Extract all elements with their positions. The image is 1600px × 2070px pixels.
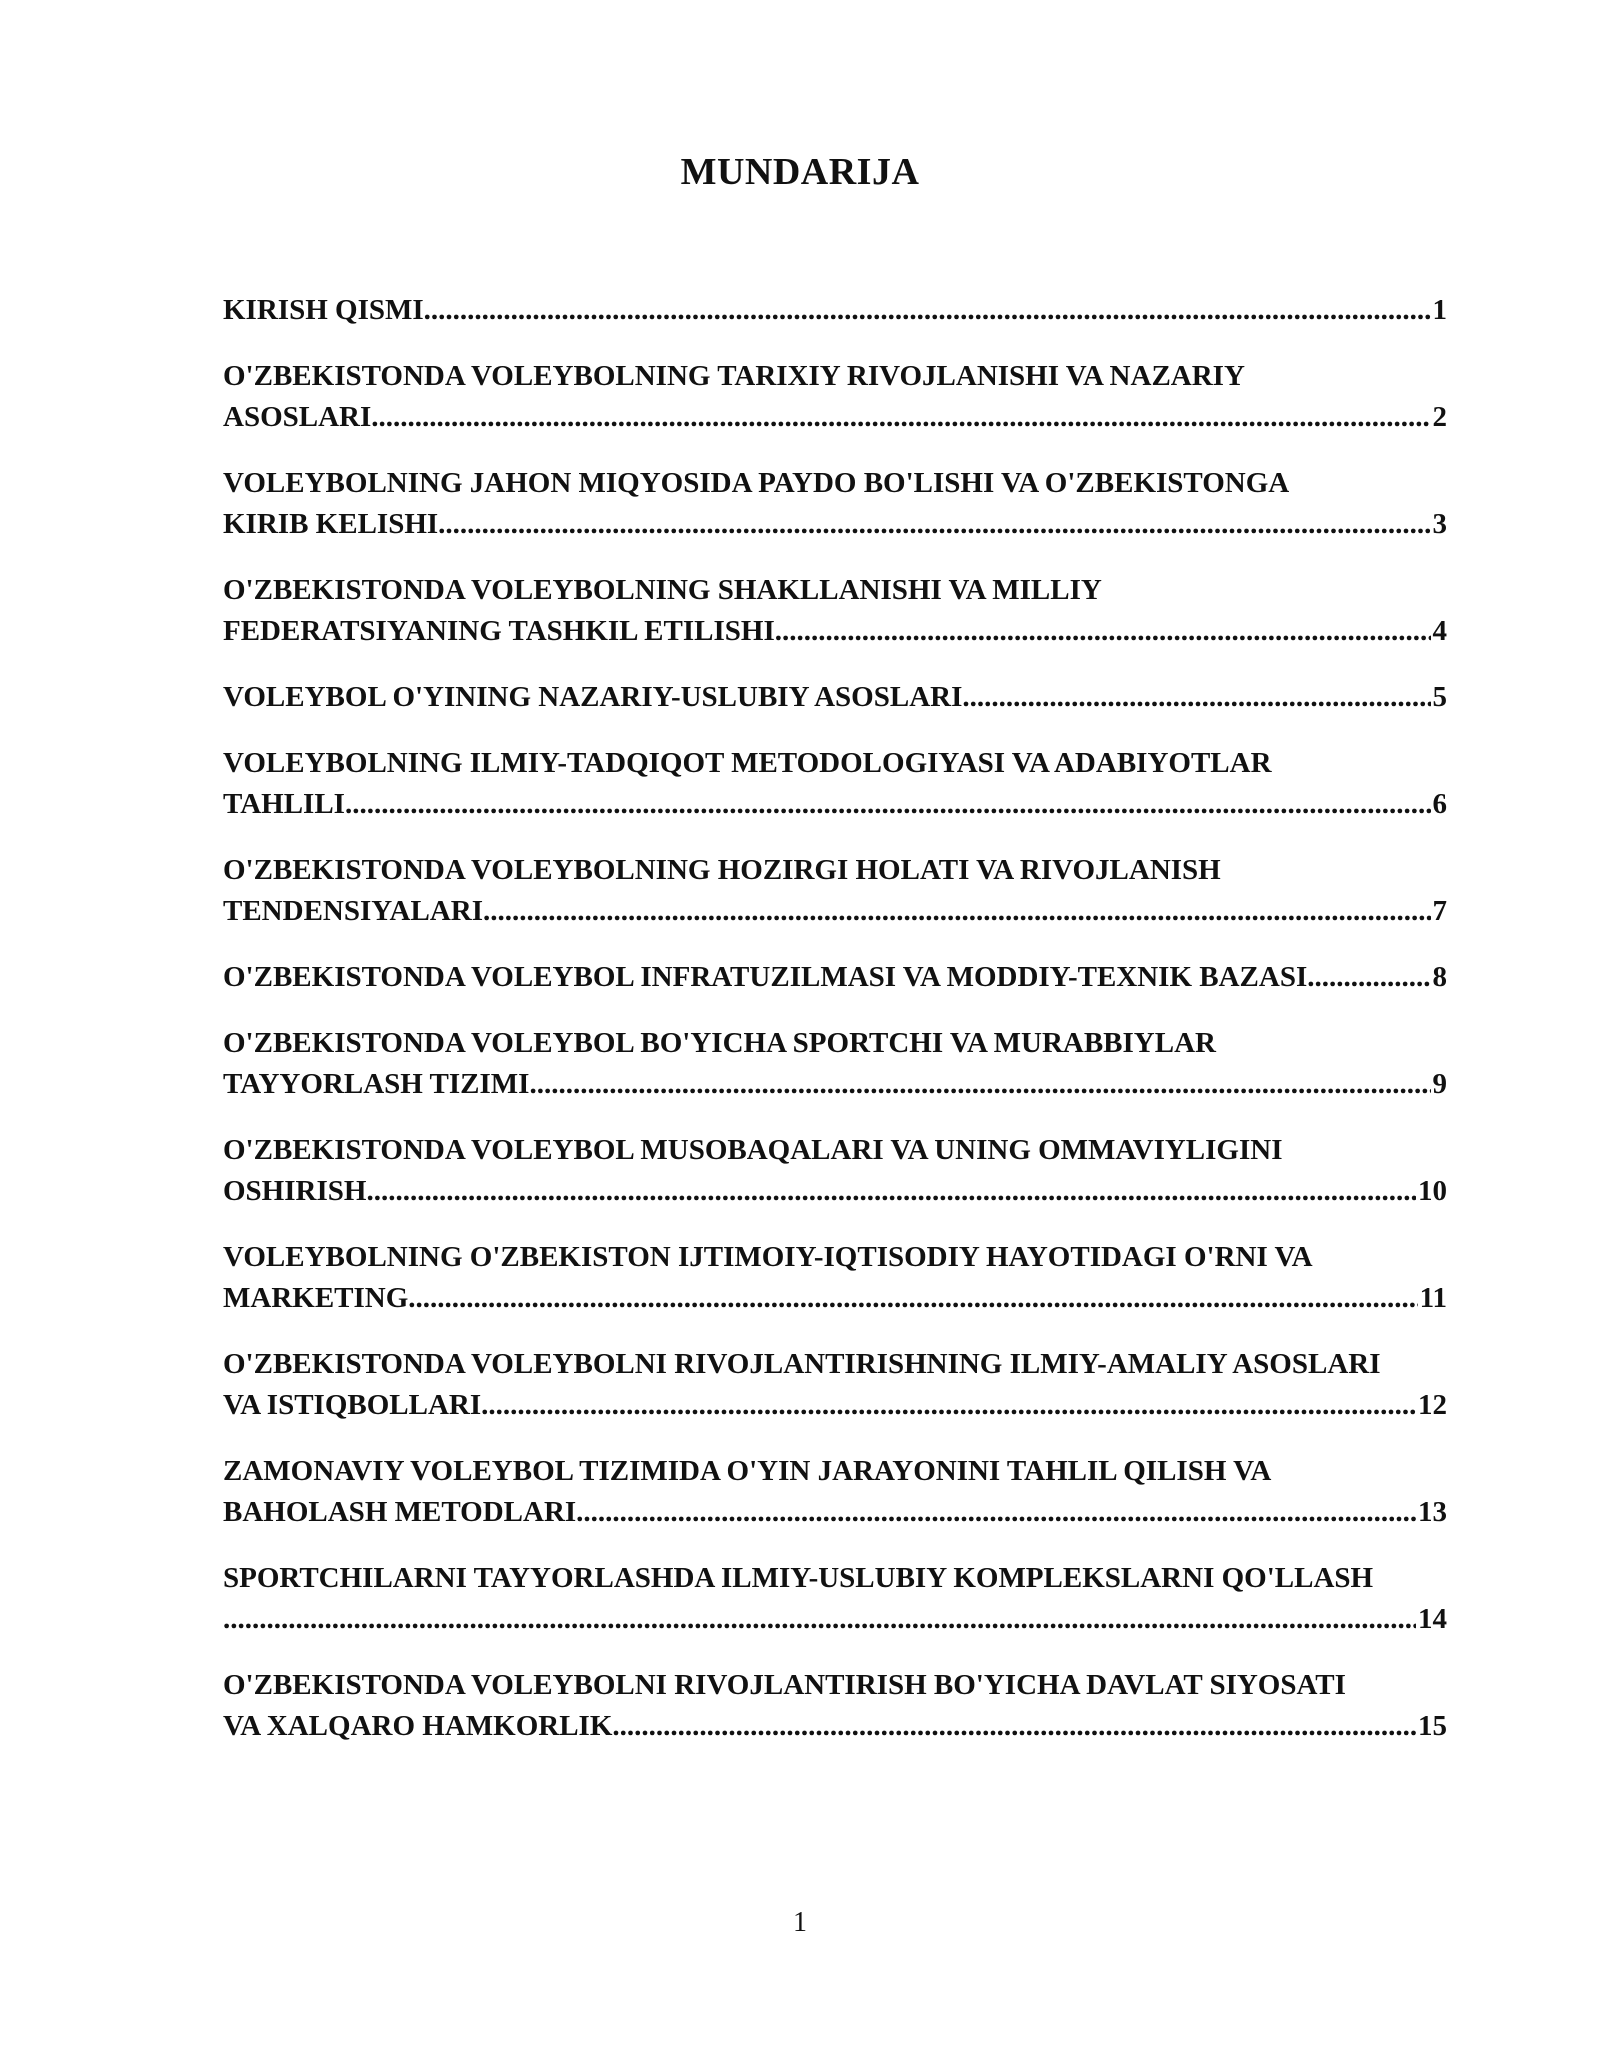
toc-entry-final-line	[223, 1171, 1447, 1212]
toc-page-number: 5	[1432, 681, 1447, 713]
toc-page-number: 15	[1418, 1710, 1447, 1742]
toc-entry-title: OSHIRISH	[223, 1175, 367, 1207]
toc-entry-title: O'ZBEKISTONDA VOLEYBOL INFRATUZILMASI VA MODDIY-TEXNIK BAZASI	[223, 961, 1308, 993]
toc-entry-title: MARKETING	[223, 1282, 409, 1314]
table-of-contents	[223, 290, 1485, 1772]
toc-page-number: 11	[1419, 1282, 1447, 1314]
toc-page-number: 3	[1432, 508, 1447, 540]
toc-entry-title: TAYYORLASH TIZIMI	[223, 1068, 530, 1100]
toc-entry-first-line: O'ZBEKISTONDA VOLEYBOL MUSOBAQALARI VA UNING OMMAVIYLIGINI	[223, 1134, 1283, 1166]
toc-entry-final-line	[223, 1064, 1447, 1105]
toc-entry-title: KIRIB KELISHI	[223, 508, 439, 540]
toc-page-number: 14	[1418, 1603, 1447, 1635]
toc-entry-first-line: ZAMONAVIY VOLEYBOL TIZIMIDA O'YIN JARAYONINI TAHLIL QILISH VA	[223, 1455, 1272, 1487]
toc-entry-final-line	[223, 611, 1447, 652]
dot-leader	[483, 891, 1430, 932]
toc-page-number: 8	[1432, 961, 1447, 993]
toc-entry-title: VA XALQARO HAMKORLIK	[223, 1710, 613, 1742]
dot-leader	[481, 1385, 1416, 1426]
toc-page-number: 4	[1432, 615, 1447, 647]
dot-leader	[612, 1706, 1416, 1747]
dot-leader	[1307, 957, 1430, 998]
toc-entry-title: TENDENSIYALARI	[223, 895, 484, 927]
toc-entry-first-line: VOLEYBOLNING JAHON MIQYOSIDA PAYDO BO'LISHI VA O'ZBEKISTONGA	[223, 467, 1290, 499]
toc-entry-first-line: O'ZBEKISTONDA VOLEYBOL BO'YICHA SPORTCHI VA MURABBIYLAR	[223, 1027, 1216, 1059]
toc-page-number: 1	[1432, 294, 1447, 326]
toc-page-number: 2	[1432, 401, 1447, 433]
toc-entry[interactable]	[223, 743, 1485, 825]
toc-entry[interactable]	[223, 1023, 1485, 1105]
toc-entry[interactable]	[223, 1344, 1485, 1426]
page-title: MUNDARIJA	[680, 151, 920, 193]
toc-entry-first-line: O'ZBEKISTONDA VOLEYBOLNI RIVOJLANTIRISH BO'YICHA DAVLAT SIYOSATI	[223, 1669, 1346, 1701]
dot-leader	[424, 290, 1431, 331]
toc-entry-final-line	[223, 1706, 1447, 1747]
toc-page-number: 7	[1432, 895, 1447, 927]
dot-leader	[962, 677, 1430, 718]
toc-page-number: 12	[1418, 1389, 1447, 1421]
toc-entry-first-line: SPORTCHILARNI TAYYORLASHDA ILMIY-USLUBIY KOMPLEKSLARNI QO'LLASH	[223, 1562, 1374, 1594]
toc-entry-final-line	[223, 1599, 1447, 1640]
toc-entry-first-line: VOLEYBOLNING ILMIY-TADQIQOT METODOLOGIYASI VA ADABIYOTLAR	[223, 747, 1272, 779]
toc-entry-title: TAHLILI	[223, 788, 345, 820]
toc-page-number: 9	[1432, 1068, 1447, 1100]
toc-entry[interactable]	[223, 1665, 1485, 1747]
dot-leader	[371, 397, 1430, 438]
toc-entry-final-line	[223, 891, 1447, 932]
toc-entry-final-line	[223, 1385, 1447, 1426]
toc-entry[interactable]	[223, 1237, 1485, 1319]
toc-entry-final-line	[223, 677, 1447, 718]
dot-leader	[775, 611, 1431, 652]
toc-page-number: 10	[1418, 1175, 1447, 1207]
toc-entry-final-line	[223, 397, 1447, 438]
toc-entry-title: VOLEYBOL O'YINING NAZARIY-USLUBIY ASOSLARI	[223, 681, 963, 713]
dot-leader	[529, 1064, 1430, 1105]
toc-entry[interactable]	[223, 570, 1485, 652]
dot-leader	[223, 1599, 1416, 1640]
page-footer-number: 1	[793, 1907, 807, 1938]
toc-entry-title: FEDERATSIYANING TASHKIL ETILISHI	[223, 615, 775, 647]
dot-leader	[576, 1492, 1416, 1533]
toc-entry[interactable]	[223, 957, 1485, 998]
toc-page-number: 13	[1418, 1496, 1447, 1528]
toc-entry[interactable]	[223, 850, 1485, 932]
dot-leader	[345, 784, 1431, 825]
toc-entry-title: ASOSLARI	[223, 401, 372, 433]
toc-entry-first-line: O'ZBEKISTONDA VOLEYBOLNING TARIXIY RIVOJLANISHI VA NAZARIY	[223, 360, 1245, 392]
toc-entry-final-line	[223, 290, 1447, 331]
toc-entry[interactable]	[223, 1558, 1485, 1640]
dot-leader	[408, 1278, 1417, 1319]
toc-entry-title: BAHOLASH METODLARI	[223, 1496, 577, 1528]
toc-entry-final-line	[223, 1278, 1447, 1319]
toc-entry-final-line	[223, 1492, 1447, 1533]
toc-entry-first-line: O'ZBEKISTONDA VOLEYBOLNI RIVOJLANTIRISHNING ILMIY-AMALIY ASOSLARI	[223, 1348, 1381, 1380]
dot-leader	[438, 504, 1430, 545]
toc-entry[interactable]	[223, 1451, 1485, 1533]
toc-entry[interactable]	[223, 677, 1485, 718]
toc-entry-first-line: O'ZBEKISTONDA VOLEYBOLNING HOZIRGI HOLATI VA RIVOJLANISH	[223, 854, 1221, 886]
toc-entry[interactable]	[223, 356, 1485, 438]
dot-leader	[366, 1171, 1416, 1212]
toc-entry[interactable]	[223, 1130, 1485, 1212]
toc-entry[interactable]	[223, 290, 1485, 331]
toc-entry-title: KIRISH QISMI	[223, 294, 424, 326]
toc-entry-final-line	[223, 957, 1447, 998]
toc-entry-first-line: O'ZBEKISTONDA VOLEYBOLNING SHAKLLANISHI VA MILLIY	[223, 574, 1102, 606]
toc-page-number: 6	[1432, 788, 1447, 820]
toc-entry-final-line	[223, 504, 1447, 545]
toc-entry-final-line	[223, 784, 1447, 825]
toc-entry-first-line: VOLEYBOLNING O'ZBEKISTON IJTIMOIY-IQTISODIY HAYOTIDAGI O'RNI VA	[223, 1241, 1313, 1273]
toc-entry[interactable]	[223, 463, 1485, 545]
toc-entry-title: VA ISTIQBOLLARI	[223, 1389, 482, 1421]
